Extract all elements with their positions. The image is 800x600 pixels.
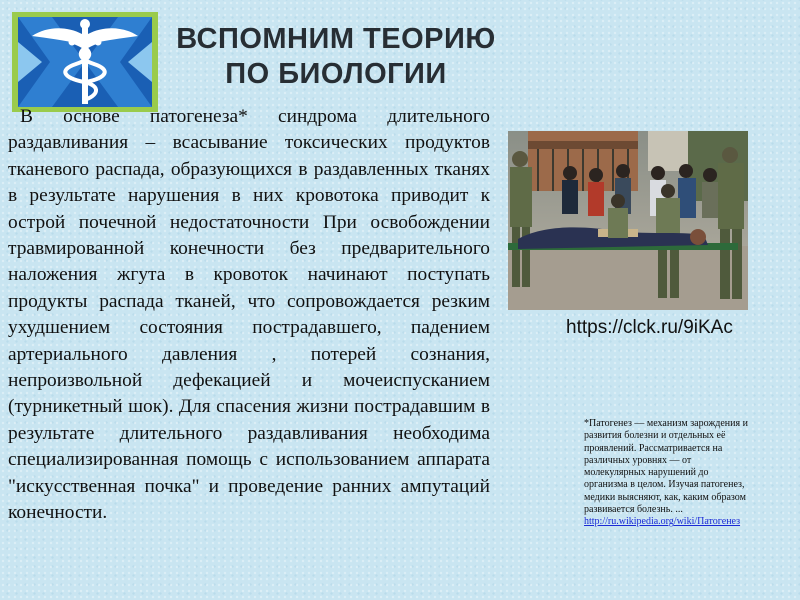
footnote-text: *Патогенез — механизм зарождения и развития болезни и отдельных её проявлений. Рассматривается на различных уровнях — от молекулярных нарушений до организма в целом. Изучая патогенез, медики выясняют, как, каким образом развивается болезнь. ... xyxy=(584,418,748,516)
title-line-1: ВСПОМНИМ ТЕОРИЮ xyxy=(176,23,496,55)
title-line-2: ПО БИОЛОГИИ xyxy=(225,58,447,90)
theory-paragraph: В основе патогенеза* синдрома длительного раздавливания – всасывание токсических продуктов тканевого распада, образующихся в раздавленных тканях в результате нарушения в них кровотока приводит к острой почечной недостаточности При освобождении травмированной конечности без предварительного наложения жгута в кровоток начинают поступать продукты распада тканей, что сопровождается резким ухудшением состояния пострадавшего, падением артериального давления , потерей сознания, непроизвольной дефекацией и мочеиспусканием (турникетный шок). Для спасения жизни пострадавшим в результате длительного раздавливания необходима специализированная помощь с использованием аппарата "искусственная почка" и проведение ранних ампутаций конечности. xyxy=(8,106,490,524)
rescue-photo xyxy=(508,131,748,310)
photo-source-link[interactable]: https://clck.ru/9iKAc xyxy=(566,317,733,338)
stretcher-rescue-image xyxy=(508,131,748,310)
caduceus-logo xyxy=(12,12,158,112)
footnote-wikipedia-link[interactable]: http://ru.wikipedia.org/wiki/Патогенез xyxy=(584,516,741,528)
page-title xyxy=(150,22,522,92)
caduceus-icon xyxy=(12,12,158,112)
pathogenesis-footnote xyxy=(584,418,754,529)
